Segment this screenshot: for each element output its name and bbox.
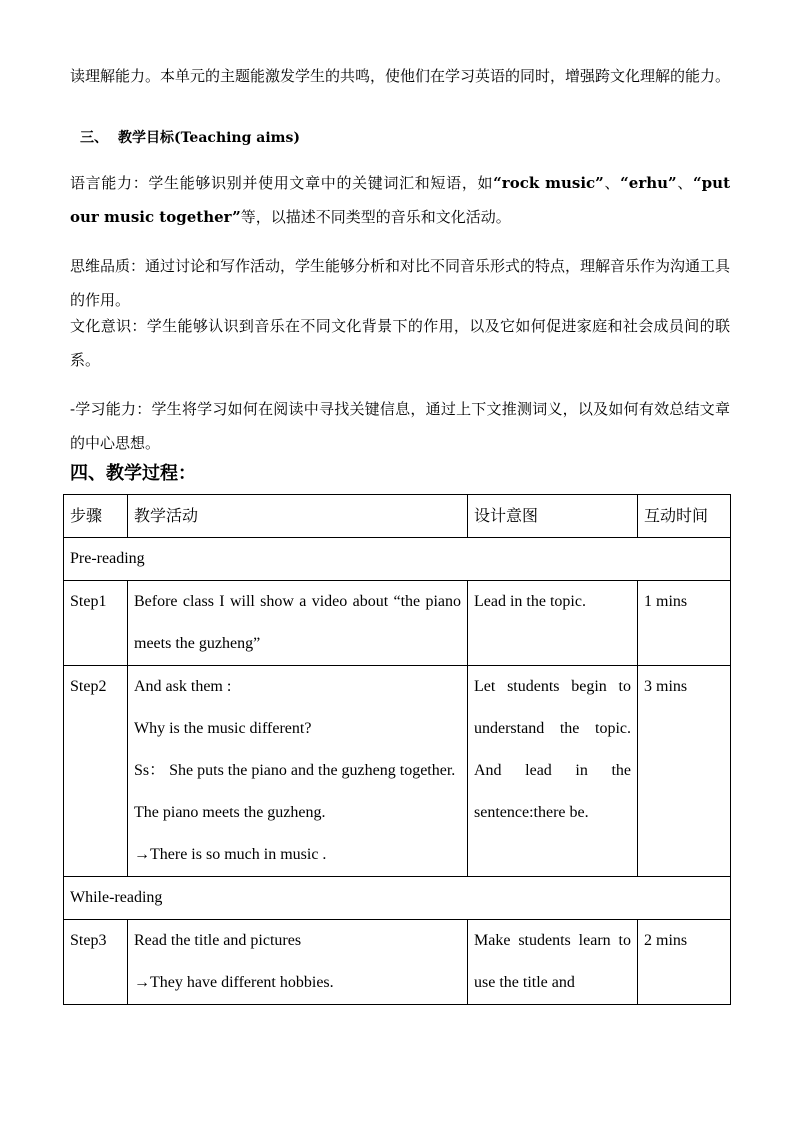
intro-continued-paragraph: 读理解能力。本单元的主题能激发学生的共鸣，使他们在学习英语的同时，增强跨文化理解的能力。 [70,67,731,85]
header-time: 互动时间 [638,495,731,538]
separator-1: 、 [603,174,621,192]
stage-while-reading: While-reading [64,877,731,920]
header-step: 步骤 [64,495,128,538]
language-ability-text-b: 等，以描述不同类型的音乐和文化活动。 [240,208,511,226]
step3-intent: Make students learn to use the title and [474,932,631,991]
step1-label: Step1 [64,581,128,666]
step3-line: →They have different hobbies. [134,974,334,991]
step1-intent: Lead in the topic. [468,581,638,666]
cultural-awareness-paragraph: 文化意识：学生能够认识到音乐在不同文化背景下的作用，以及它如何促进家庭和社会成员间的联系。 [70,317,730,369]
header-activity: 教学活动 [128,495,468,538]
section-3-heading [80,127,300,147]
language-ability-paragraph [70,166,730,234]
step3-intent-cell [468,920,638,1005]
step2-intent: Let students begin to understand the topic. And lead in the sentence:there be. [468,666,638,877]
section-3-number: 三、 [80,130,108,146]
table-row [64,920,731,1005]
thinking-quality-paragraph: 思维品质：通过讨论和写作活动，学生能够分析和对比不同音乐形式的特点，理解音乐作为沟通工具的作用。 [70,257,731,309]
language-ability-label: 语言能力： [70,174,149,192]
learning-ability-paragraph: -学习能力：学生将学习如何在阅读中寻找关键信息，通过上下文推测词义，以及如何有效总结文章的中心思想。 [70,400,730,452]
step2-time: 3 mins [638,666,731,877]
step2-line: Why is the music different? [134,720,312,737]
language-ability-text-a: 学生能够识别并使用文章中的关键词汇和短语，如 [148,174,494,192]
step2-label: Step2 [64,666,128,877]
table-header-row [64,495,731,538]
section-4-heading: 四、教学过程： [70,463,196,484]
table-row [64,877,731,920]
step3-line: Read the title and pictures [134,932,302,949]
stage-pre-reading: Pre-reading [64,538,731,581]
table-row [64,581,731,666]
step3-activity [128,920,468,1005]
separator-2: 、 [676,174,694,192]
teaching-process-table [63,494,731,1005]
header-intent: 设计意图 [468,495,638,538]
term-put-music-together: “put our music together” [70,174,730,226]
step1-time: 1 mins [638,581,731,666]
step2-line: →There is so much in music . [134,846,327,863]
term-erhu: “erhu” [620,174,677,192]
step2-line: Ss： She puts the piano and the guzheng together. [134,762,456,779]
step2-line: And ask them : [134,678,232,695]
term-rock-music: “rock music” [493,174,604,192]
step2-line: The piano meets the guzheng. [134,804,326,821]
step2-activity [128,666,468,877]
section-3-title: 教学目标(Teaching aims) [118,130,300,146]
step3-time: 2 mins [638,920,731,1005]
table-row [64,666,731,877]
table-row [64,538,731,581]
step3-label: Step3 [64,920,128,1005]
step1-activity: Before class I will show a video about “the piano meets the guzheng” [128,581,468,666]
